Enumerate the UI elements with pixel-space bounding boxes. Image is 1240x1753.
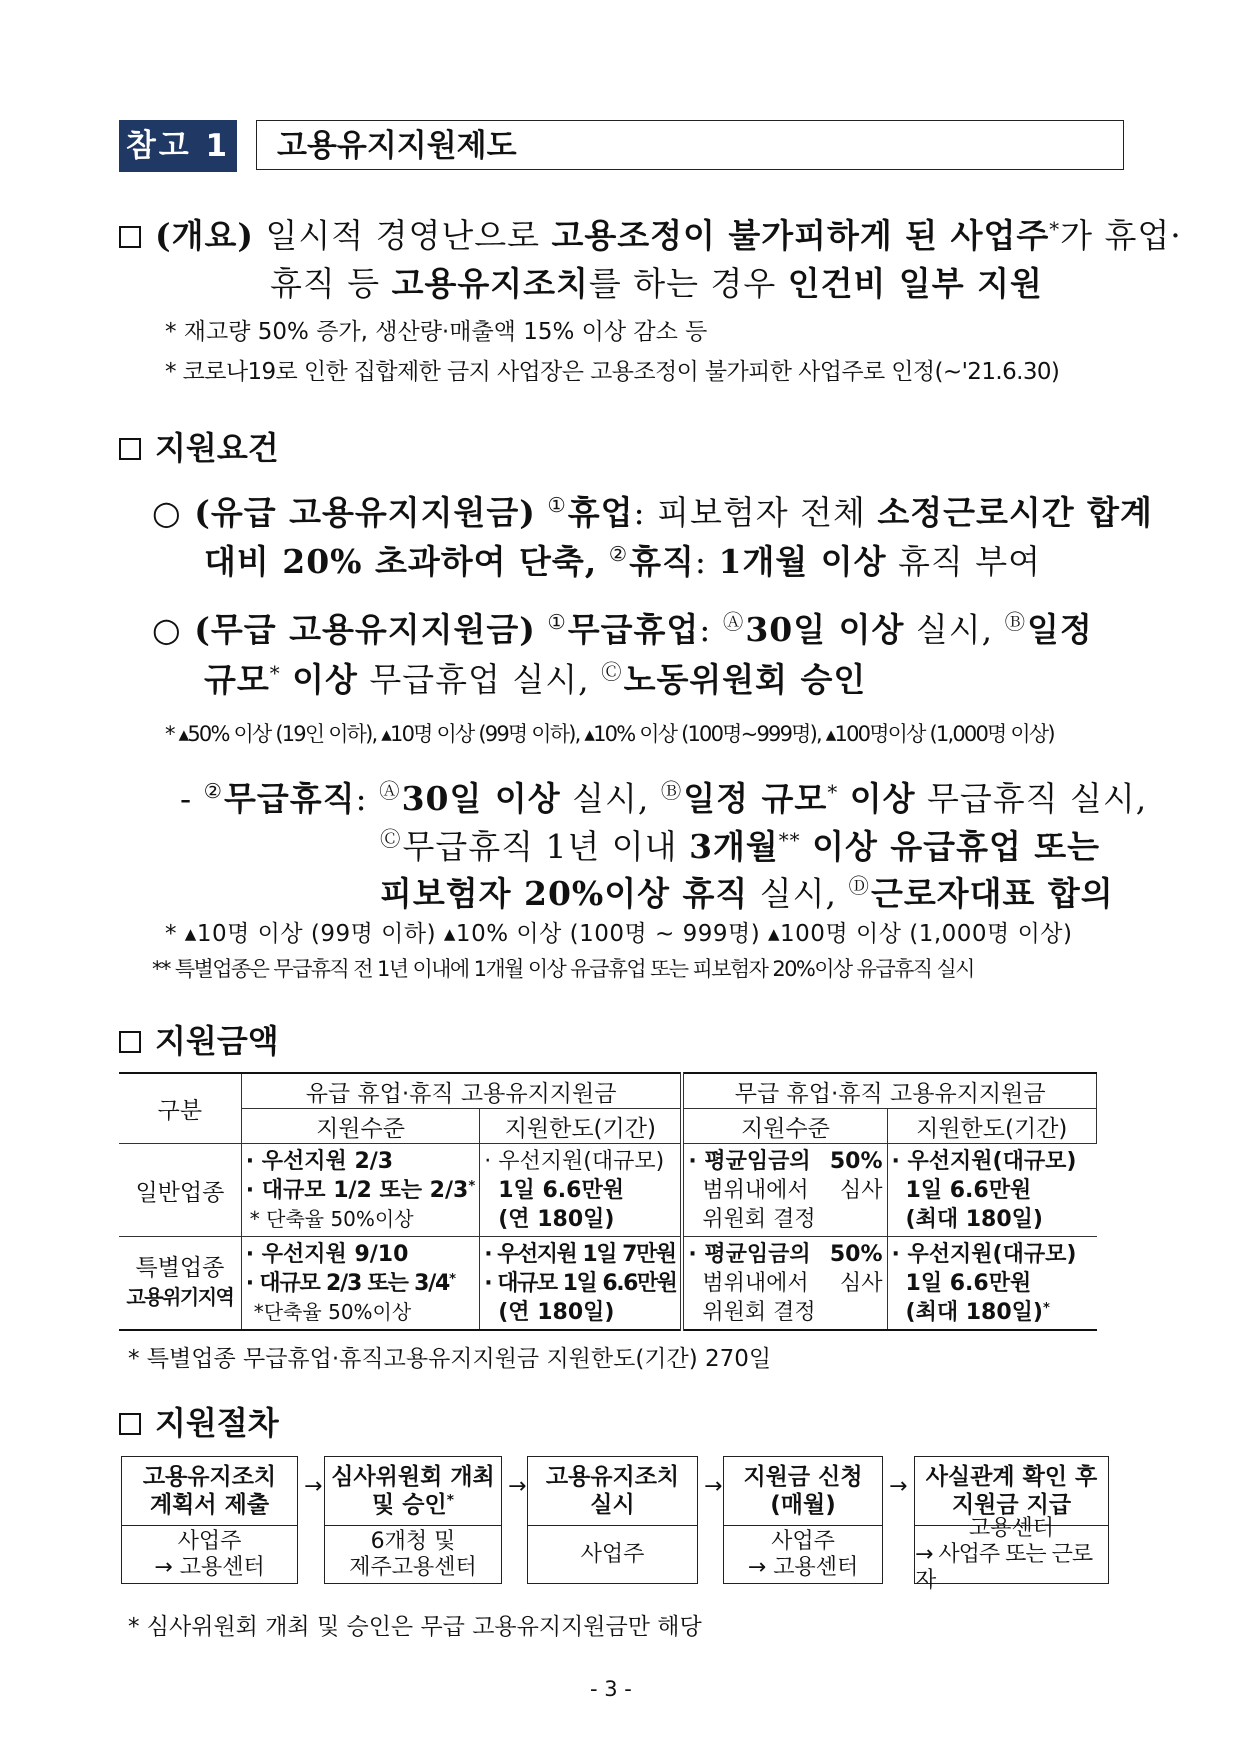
section-heading-procedure (119, 1398, 279, 1444)
procedure-note: * 심사위원회 개최 및 승인은 무급 고용유지지원금만 해당 (128, 1614, 702, 1640)
overview-line-2 (270, 258, 1043, 305)
circled-letter: Ⓐ (379, 778, 401, 803)
checkbox-square-icon (119, 1031, 141, 1053)
text: 휴직 등 (270, 264, 381, 303)
cell-line: 1일 6.6만원 (905, 1177, 1032, 1203)
paid-line-2 (204, 536, 1041, 583)
paid-level-cell (241, 1144, 479, 1237)
header-paid-limit: 지원한도(기간) (480, 1109, 683, 1144)
text: : (699, 610, 712, 649)
text: 실시, (759, 874, 838, 913)
circled-letter: Ⓑ (660, 778, 683, 803)
text-bold: 고용조정이 불가피하게 된 사업주 (551, 216, 1050, 255)
paid-limit-cell (480, 1237, 683, 1331)
leave-note-2: ** 특별업종은 무급휴직 전 1년 이내에 1개월 이상 유급휴업 또는 피보험자 20%이상 유급휴직 실시 (152, 957, 974, 981)
cell-line: 위원회 결정 (702, 1299, 816, 1325)
text-bold: 노동위원회 승인 (623, 660, 867, 699)
text-bold: 무급휴직 (223, 779, 356, 818)
text: : 피보험자 전체 (633, 493, 866, 532)
step-actor: → 고용센터 (747, 1554, 859, 1580)
cell-line: 위원회 결정 (702, 1206, 816, 1232)
table-row (119, 1237, 1097, 1331)
unpaid-level-cell (682, 1144, 887, 1237)
support-amount-table (119, 1072, 1097, 1331)
cell-line: 50% (829, 1241, 883, 1267)
header-unpaid-limit: 지원한도(기간) (887, 1109, 1096, 1144)
text-bold: 고용유지조치 (391, 264, 589, 303)
text: 휴직 부여 (897, 542, 1041, 581)
cell-line: 1일 6.6만원 (905, 1270, 1032, 1296)
footnote-mark: * (827, 781, 839, 805)
cell-line: * 단축율 50%이상 (249, 1206, 414, 1231)
category-cell (119, 1144, 241, 1237)
circled-letter: Ⓐ (722, 609, 745, 634)
section-heading-amount (119, 1016, 279, 1062)
dash: - (180, 779, 193, 818)
leave-line-3 (380, 868, 1114, 915)
cell-line: *단축율 50%이상 (253, 1299, 412, 1324)
text: 실시, (572, 779, 650, 818)
arrow-right-icon: → (889, 1474, 908, 1499)
reference-tag: 참고 1 (119, 120, 237, 172)
text-bold: 일정 (1027, 610, 1093, 649)
circled-number: ② (203, 778, 223, 803)
circled-number: ① (547, 492, 567, 517)
text-bold: 무급휴업 (567, 610, 700, 649)
leave-line-1 (180, 773, 1147, 820)
checkbox-square-icon (119, 226, 141, 248)
text-bold: 일정 규모 (683, 779, 828, 818)
leave-line-2 (380, 821, 1100, 868)
cell-line: · 평균임금의 (688, 1241, 811, 1267)
text: 실시, (915, 610, 994, 649)
header-unpaid-group: 무급 휴업·휴직 고용유지지원금 (682, 1073, 1096, 1109)
cell-line: 심사 (840, 1177, 883, 1203)
procedure-step-4 (723, 1456, 883, 1584)
header-unpaid-level: 지원수준 (682, 1109, 887, 1144)
step-actor: → 사업주 또는 근로자 (915, 1541, 1093, 1593)
step-actor: 6개청 및 (370, 1528, 456, 1554)
circled-letter: Ⓒ (380, 826, 402, 851)
unpaid-limit-cell (887, 1144, 1096, 1237)
footnote-mark: * (269, 662, 281, 686)
checkbox-square-icon (119, 438, 141, 460)
text-bold: 30일 이상 (745, 610, 905, 649)
footnote-mark: * (1042, 1300, 1050, 1316)
cell-line: 1일 6.6만원 (498, 1177, 624, 1203)
paid-label: ○ (유급 고용유지지원금) (152, 493, 536, 532)
step-title: 사실관계 확인 후 (925, 1464, 1098, 1490)
text-bold: 근로자대표 합의 (870, 874, 1114, 913)
header-paid-group: 유급 휴업·휴직 고용유지지원금 (241, 1073, 682, 1109)
unpaid-line-1 (152, 604, 1093, 651)
cell-line: (연 180일) (498, 1299, 615, 1325)
arrow-right-icon: → (304, 1474, 323, 1499)
cell-line: · 우선지원(대규모) (891, 1148, 1077, 1174)
section-heading-requirements (119, 423, 279, 469)
page-number: - 3 - (590, 1677, 632, 1701)
text-bold: 이상 (292, 660, 358, 699)
circled-number: ① (547, 609, 567, 634)
procedure-step-2 (324, 1456, 502, 1584)
circled-letter: Ⓒ (601, 659, 623, 684)
text-bold: 30일 이상 (401, 779, 561, 818)
paid-limit-cell (480, 1144, 683, 1237)
text: : (355, 779, 368, 818)
category-label: 특별업종 (135, 1255, 225, 1281)
text: : (694, 542, 707, 581)
category-label: 고용위기지역 (126, 1285, 234, 1309)
cell-line: 50% (829, 1148, 883, 1174)
text-bold: 3개월 (689, 827, 779, 866)
cell-line: · 대규모 1/2 또는 2/3 (245, 1177, 469, 1203)
page-title: 고용유지지원제도 (256, 120, 1124, 170)
cell-line: · 우선지원 1일 7만원 (484, 1241, 676, 1267)
checkbox-square-icon (119, 1413, 141, 1435)
text-bold: 1개월 이상 (718, 542, 887, 581)
step-title: 지원금 지급 (951, 1492, 1072, 1518)
step-title: 고용유지조치 (545, 1464, 680, 1490)
text-bold: 소정근로시간 합계 (877, 493, 1153, 532)
unpaid-note: * ▴50% 이상 (19인 이하), ▴10명 이상 (99명 이하), ▴10% 이상 (100명~999명), ▴100명이상 (1,000명 이상) (165, 722, 1054, 746)
overview-note-2: * 코로나19로 인한 집합제한 금지 사업장은 고용조정이 불가피한 사업주로 인정(~'21.6.30) (165, 359, 1060, 385)
cell-line: 범위내에서 (702, 1177, 809, 1203)
unpaid-line-2 (204, 654, 866, 701)
step-title: (매월) (770, 1492, 836, 1518)
text-bold: 규모 (204, 660, 270, 699)
step-actor: 고용센터 (968, 1515, 1054, 1541)
unpaid-limit-cell (887, 1237, 1096, 1331)
text-bold: 휴업 (567, 493, 634, 532)
heading-text: 지원금액 (155, 1022, 279, 1060)
step-title: 계획서 제출 (149, 1492, 270, 1518)
text: 무급휴직 실시, (926, 779, 1148, 818)
step-actor: → 고용센터 (154, 1554, 265, 1580)
circled-number: ② (608, 541, 629, 566)
unpaid-level-cell (682, 1237, 887, 1331)
arrow-right-icon: → (704, 1474, 723, 1499)
cell-line: · 우선지원 9/10 (245, 1241, 409, 1267)
cell-line: · 우선지원(대규모) (484, 1148, 665, 1174)
procedure-step-1 (121, 1456, 298, 1584)
cell-line: (연 180일) (498, 1206, 615, 1232)
text-bold: 이상 (849, 779, 916, 818)
step-actor: 사업주 (177, 1528, 242, 1554)
step-actor: 사업주 (580, 1541, 645, 1567)
step-title: 지원금 신청 (743, 1464, 863, 1490)
circled-letter: Ⓑ (1004, 609, 1027, 634)
text: 무급휴직 1년 이내 (402, 827, 678, 866)
text: 무급휴업 실시, (369, 660, 590, 699)
circled-letter: Ⓓ (848, 873, 870, 898)
overview-label: (개요) (155, 216, 254, 255)
text-bold: 인건비 일부 지원 (787, 264, 1043, 303)
leave-note-1: * ▴10명 이상 (99명 이하) ▴10% 이상 (100명 ~ 999명) ▴100명 이상 (1,000명 이상) (165, 921, 1073, 947)
footnote-mark: * (449, 1271, 455, 1287)
cell-line: · 평균임금의 (688, 1148, 811, 1174)
table-row (119, 1144, 1097, 1237)
amount-note: * 특별업종 무급휴업·휴직고용유지지원금 지원한도(기간) 270일 (128, 1346, 772, 1372)
header-category: 구분 (119, 1073, 241, 1144)
overview-line-1 (119, 210, 1182, 257)
footnote-mark: ** (778, 829, 801, 853)
cell-line: · 대규모 1일 6.6만원 (484, 1270, 677, 1296)
cell-line: (최대 180일) (905, 1206, 1043, 1232)
category-label: 일반업종 (135, 1179, 225, 1206)
text: 를 하는 경우 (588, 264, 777, 303)
procedure-step-3 (527, 1456, 698, 1584)
step-title: 실시 (590, 1492, 635, 1518)
text: 일시적 경영난으로 (265, 216, 540, 255)
paid-level-cell (241, 1237, 479, 1331)
step-actor: 제주고용센터 (349, 1554, 477, 1580)
footnote-mark: * (446, 1492, 454, 1509)
footnote-mark: * (1049, 218, 1061, 242)
cell-line: · 대규모 2/3 또는 3/4 (245, 1270, 450, 1296)
heading-text: 지원절차 (155, 1404, 279, 1442)
text-bold: 이상 유급휴업 또는 (812, 827, 1101, 866)
text-bold: 대비 20% 초과하여 단축, (204, 542, 598, 581)
category-cell (119, 1237, 241, 1331)
arrow-right-icon: → (508, 1474, 527, 1499)
text-bold: 휴직 (629, 542, 695, 581)
text: 가 휴업· (1060, 216, 1182, 255)
step-title: 심사위원회 개최 (331, 1464, 495, 1490)
step-actor: 사업주 (771, 1528, 835, 1554)
overview-note-1: * 재고량 50% 증가, 생산량·매출액 15% 이상 감소 등 (165, 319, 708, 345)
step-title: 고용유지조치 (142, 1464, 277, 1490)
cell-line: · 우선지원 2/3 (245, 1148, 394, 1174)
footnote-mark: * (468, 1178, 476, 1194)
step-title: 및 승인 (372, 1492, 447, 1518)
cell-line: 범위내에서 (702, 1270, 809, 1296)
header-paid-level: 지원수준 (241, 1109, 479, 1144)
cell-line: (최대 180일) (905, 1299, 1043, 1325)
paid-line-1 (152, 487, 1153, 534)
cell-line: · 우선지원(대규모) (891, 1241, 1077, 1267)
cell-line: 심사 (840, 1270, 883, 1296)
heading-text: 지원요건 (155, 429, 279, 467)
procedure-step-5 (914, 1456, 1109, 1593)
unpaid-label: ○ (무급 고용유지지원금) (152, 610, 536, 649)
text-bold: 피보험자 20%이상 휴직 (380, 874, 749, 913)
